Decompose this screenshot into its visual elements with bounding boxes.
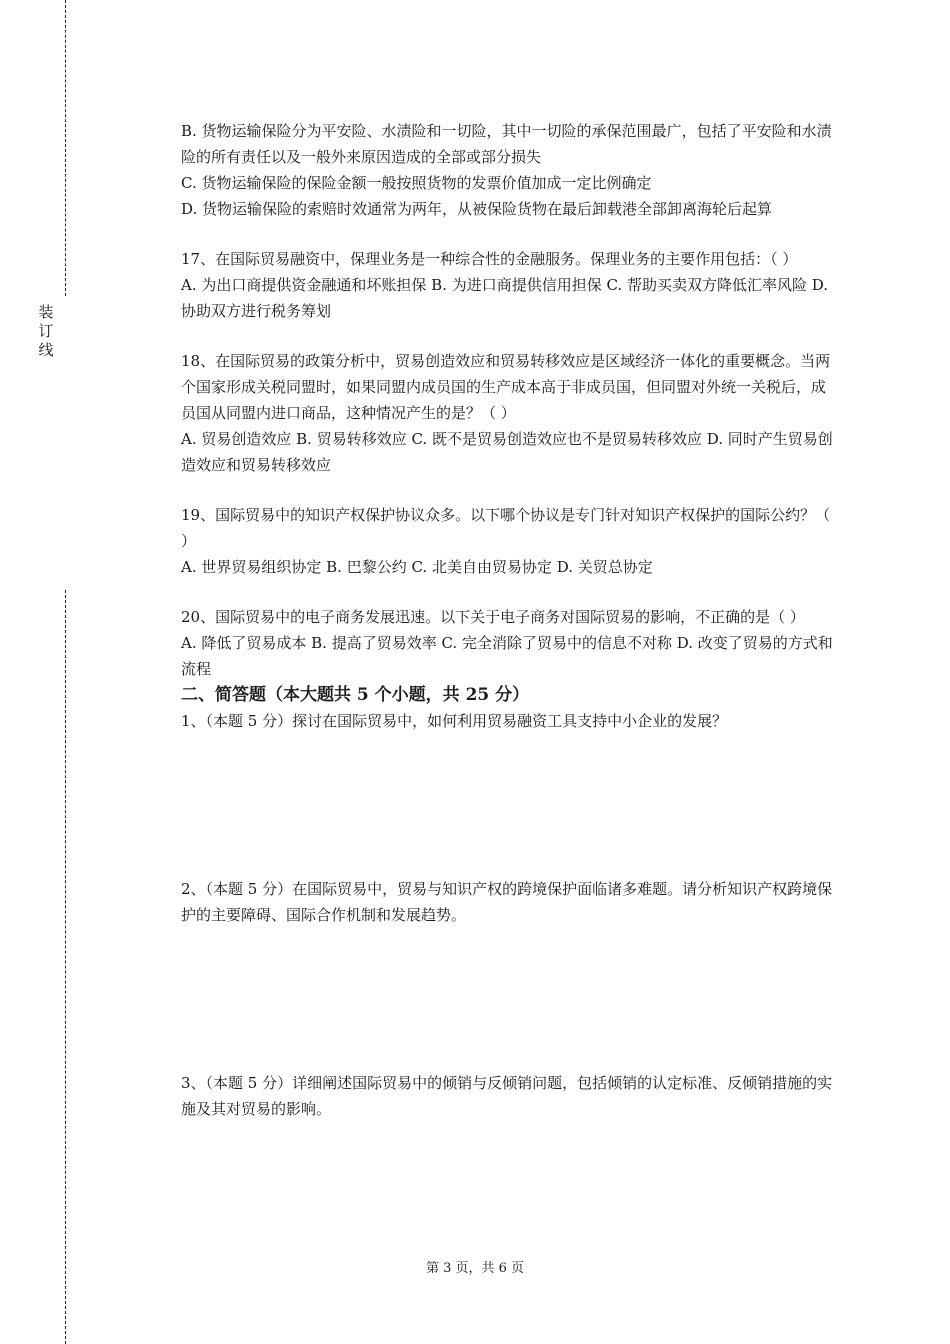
short-answer-1: 1、（本题 5 分）探讨在国际贸易中，如何利用贸易融资工具支持中小企业的发展？ <box>181 712 728 730</box>
q16-option-b: B. 货物运输保险分为平安险、水渍险和一切险，其中一切险的承保范围最广，包括了平安险和水渍险的所有责任以及一般外来原因造成的全部或部分损失 <box>181 122 832 166</box>
binding-label: 装订线 <box>38 303 54 359</box>
answer-space <box>181 928 839 1070</box>
q17-options: A. 为出口商提供资金融通和坏账担保 B. 为进口商提供信用担保 C. 帮助买卖双方降低汇率风险 D. 协助双方进行税务筹划 <box>181 276 828 320</box>
exam-content <box>181 118 839 1122</box>
binding-dashed-line-bottom <box>65 590 66 1344</box>
section-2-title: 二、简答题（本大题共 5 个小题，共 25 分） <box>181 685 530 705</box>
binding-dashed-line-top <box>65 0 66 296</box>
page-footer: 第 3 页，共 6 页 <box>425 1261 525 1276</box>
q18-options: A. 贸易创造效应 B. 贸易转移效应 C. 既不是贸易创造效应也不是贸易转移效应 D. 同时产生贸易创造效应和贸易转移效应 <box>181 430 833 474</box>
q18-stem: 18、在国际贸易的政策分析中，贸易创造效应和贸易转移效应是区域经济一体化的重要概念。当两个国家形成关税同盟时，如果同盟内成员国的生产成本高于非成员国，但同盟对外统一关税后，成员国从同盟内进口商品，这种情况产生的是？（ ） <box>181 352 831 422</box>
q16-option-c: C. 货物运输保险的保险金额一般按照货物的发票价值加成一定比例确定 <box>181 174 652 192</box>
short-answer-2: 2、（本题 5 分）在国际贸易中，贸易与知识产权的跨境保护面临诸多难题。请分析知识产权跨境保护的主要障碍、国际合作机制和发展趋势。 <box>181 880 833 924</box>
q20-stem: 20、国际贸易中的电子商务发展迅速。以下关于电子商务对国际贸易的影响，不正确的是（ ） <box>181 608 805 626</box>
q20-options: A. 降低了贸易成本 B. 提高了贸易效率 C. 完全消除了贸易中的信息不对称 D. 改变了贸易的方式和流程 <box>181 634 833 678</box>
q16-option-d: D. 货物运输保险的索赔时效通常为两年，从被保险货物在最后卸载港全部卸离海轮后起算 <box>181 200 773 218</box>
q19-options: A. 世界贸易组织协定 B. 巴黎公约 C. 北美自由贸易协定 D. 关贸总协定 <box>181 558 653 576</box>
q17-stem: 17、在国际贸易融资中，保理业务是一种综合性的金融服务。保理业务的主要作用包括：（ ） <box>181 250 798 268</box>
short-answer-3: 3、（本题 5 分）详细阐述国际贸易中的倾销与反倾销问题，包括倾销的认定标准、反倾销措施的实施及其对贸易的影响。 <box>181 1074 833 1118</box>
q19-stem: 19、国际贸易中的知识产权保护协议众多。以下哪个协议是专门针对知识产权保护的国际公约？（ ） <box>181 506 831 550</box>
answer-space <box>181 734 839 876</box>
